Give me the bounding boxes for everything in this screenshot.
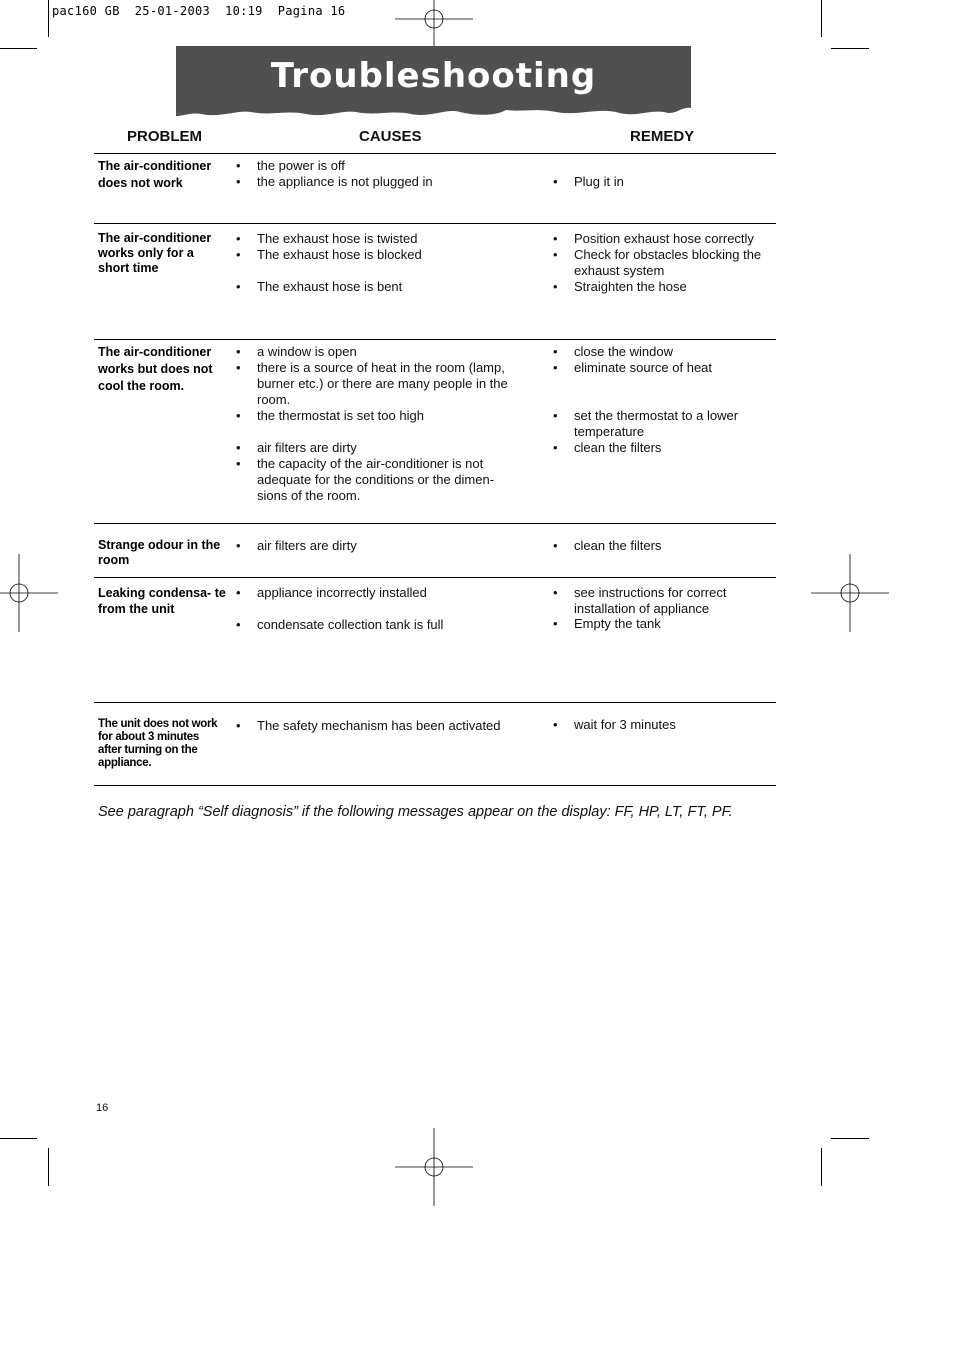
registration-mark-icon <box>811 554 889 632</box>
crop-mark <box>48 1148 49 1186</box>
table-row <box>94 340 776 524</box>
table-row <box>94 578 776 703</box>
table-row <box>94 224 776 340</box>
remedy-item: • see instructions for correct installation of appliance <box>553 585 727 616</box>
crop-mark <box>821 1148 822 1186</box>
remedy-item: • Empty the tank <box>553 616 661 631</box>
remedy-item: • Straighten the hose <box>553 279 687 294</box>
cause-item: • appliance incorrectly installed <box>236 585 427 600</box>
remedy-item: • Plug it in <box>553 174 624 189</box>
problem-cell: The air-conditioner works but does not cool the room. <box>98 345 213 393</box>
header-problem: PROBLEM <box>127 128 202 145</box>
cause-item: • a window is open <box>236 344 357 359</box>
footnote: See paragraph “Self diagnosis” if the following messages appear on the display: FF, HP, LT, FT, PF. <box>98 804 733 820</box>
cause-item: • condensate collection tank is full <box>236 617 444 632</box>
remedy-item: • eliminate source of heat <box>553 360 713 375</box>
page-number: 16 <box>96 1102 109 1114</box>
crop-mark <box>831 48 869 49</box>
registration-mark-icon <box>395 1128 473 1206</box>
cause-item: • the power is off <box>236 158 345 173</box>
cause-item: • the appliance is not plugged in <box>236 174 433 189</box>
troubleshooting-table <box>94 124 776 786</box>
crop-mark <box>831 1138 869 1139</box>
problem-cell: The unit does not work for about 3 minutes after turning on the appliance. <box>98 718 218 769</box>
remedy-item: • Check for obstacles blocking the exhaust system <box>553 247 762 278</box>
problem-cell: Leaking condensa- te from the unit <box>98 586 226 616</box>
crop-mark <box>48 0 49 37</box>
cause-item: • air filters are dirty <box>236 440 357 455</box>
registration-mark-icon <box>0 554 58 632</box>
header-remedy: REMEDY <box>630 128 695 145</box>
remedy-item: • clean the filters <box>553 440 662 455</box>
problem-cell: Strange odour in the room <box>98 538 221 567</box>
crop-mark <box>0 1138 37 1139</box>
remedy-item: • clean the filters <box>553 538 662 553</box>
cause-item: • The safety mechanism has been activated <box>236 718 501 733</box>
cause-item: • the capacity of the air-conditioner is not adequate for the conditions or the dimen- sions of the room. <box>236 456 495 503</box>
remedy-item: • wait for 3 minutes <box>553 717 676 732</box>
cause-item: • The exhaust hose is blocked <box>236 247 422 262</box>
table-row <box>94 154 776 224</box>
crop-mark <box>821 0 822 37</box>
cause-item: • there is a source of heat in the room (lamp, burner etc.) or there are many people in the room. <box>236 360 508 407</box>
remedy-item: • Position exhaust hose correctly <box>553 231 754 246</box>
problem-cell: The air-conditioner does not work <box>98 159 212 190</box>
header-causes: CAUSES <box>359 128 422 145</box>
print-slug: pac160 GB 25-01-2003 10:19 Pagina 16 <box>52 4 346 18</box>
cause-item: • The exhaust hose is bent <box>236 279 403 294</box>
table-row <box>94 703 776 786</box>
table-row <box>94 524 776 578</box>
crop-mark <box>0 48 37 49</box>
cause-item: • air filters are dirty <box>236 538 357 553</box>
remedy-item: • close the window <box>553 344 673 359</box>
cause-item: • the thermostat is set too high <box>236 408 424 423</box>
remedy-item: • set the thermostat to a lower temperature <box>553 408 739 439</box>
table-header <box>94 124 776 154</box>
page-title: Troubleshooting <box>270 56 597 96</box>
title-banner <box>176 46 691 118</box>
problem-cell: The air-conditioner works only for a short time <box>98 231 212 275</box>
cause-item: • The exhaust hose is twisted <box>236 231 418 246</box>
